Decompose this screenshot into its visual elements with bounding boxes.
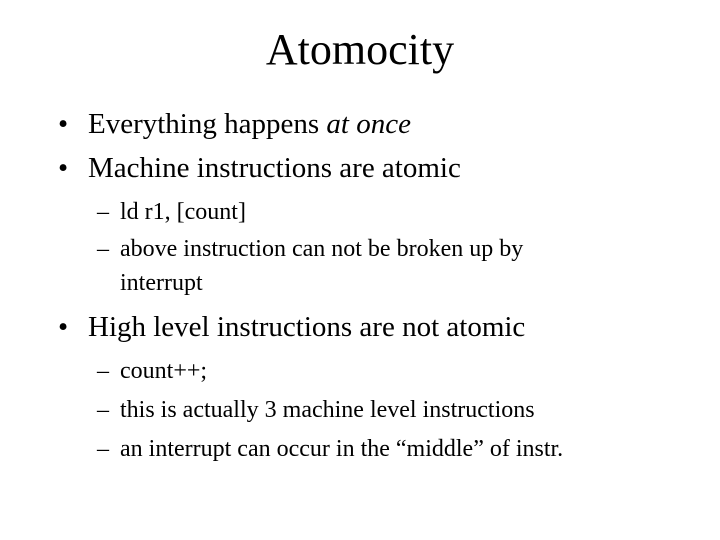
bullet-marker: •	[58, 311, 69, 343]
dash-marker: –	[97, 397, 109, 423]
sub-bullet-text: ld r1, [count]	[120, 199, 246, 225]
bullet-text-emphasis: at once	[326, 108, 411, 140]
sub-bullet-text: count++;	[120, 358, 208, 384]
dash-marker: –	[97, 358, 109, 384]
sub-bullet-text-continued: interrupt	[120, 270, 203, 296]
dash-marker: –	[97, 199, 109, 225]
bullet-text-plain: Everything happens	[88, 108, 327, 140]
sub-bullet-text: an interrupt can occur in the “middle” of instr.	[120, 436, 564, 462]
bullet-marker: •	[58, 152, 69, 184]
slide-title: Atomocity	[265, 25, 455, 74]
bullet-text: Machine instructions are atomic	[88, 152, 461, 184]
bullet-text: High level instructions are not atomic	[88, 311, 526, 343]
dash-marker: –	[97, 236, 109, 262]
dash-marker: –	[97, 436, 109, 462]
sub-bullet-text: this is actually 3 machine level instructions	[120, 397, 535, 423]
sub-bullet-text: above instruction can not be broken up by	[120, 236, 524, 262]
bullet-text	[88, 107, 411, 141]
bullet-marker: •	[58, 108, 69, 140]
